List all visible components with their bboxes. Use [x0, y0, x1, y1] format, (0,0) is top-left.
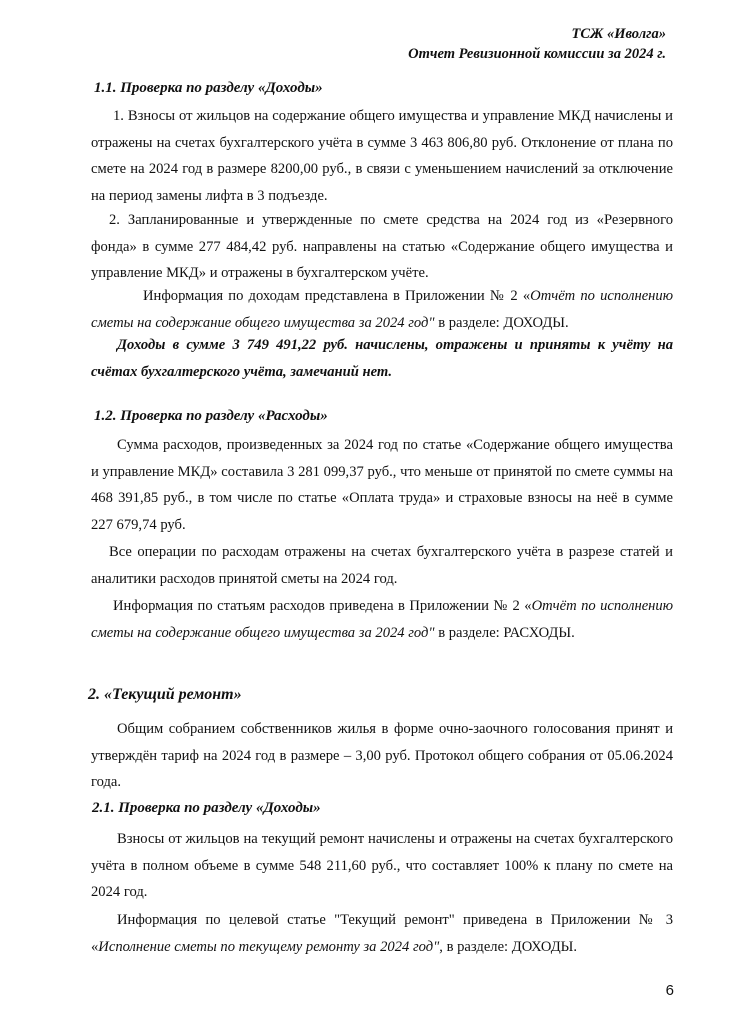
section-1-2-paragraph-3: Информация по статьям расходов приведена в Приложении № 2 «Отчёт по исполнению сметы на содержание общего имущества за 2024 год" в разделе: РАСХОДЫ. — [91, 598, 674, 641]
section-1-1-paragraph-1: 1. Взносы от жильцов на содержание общего имущества и управление МКД начислены и отражены на счетах бухгалтерского учёта в сумме 3 463 806,80 руб. Отклонение от плана по смете на 2024 год в размере 8200,00 руб., в связи с уменьшением начислений за отключение на период замены лифта в 3 подъезде. — [91, 108, 673, 204]
section-1-2-paragraph-1: Сумма расходов, произведенных за 2024 год по статье «Содержание общего имущества и управление МКД» составила 3 281 099,37 руб., что меньше от принятой по смете суммы на 468 391,85 руб., в том числе по статье «Оплата труда» и страховые взносы на неё в сумме 227 679,74 руб. — [91, 437, 673, 533]
section-1-1-conclusion: Доходы в сумме 3 749 491,22 руб. начислены, отражены и приняты к учёту на счётах бухгалтерского учёта, замечаний нет. — [91, 337, 673, 380]
section-2-1-paragraph-2: Информация по целевой статье "Текущий ремонт" приведена в Приложении № 3 «Исполнение сметы по текущему ремонту за 2024 год", в разделе: ДОХОДЫ. — [91, 912, 673, 955]
section-1-1-paragraph-2: 2. Запланированные и утвержденные по смете средства на 2024 год из «Резервного фонда» в сумме 277 484,42 руб. направлены на статью «Содержание общего имущества и управление МКД» и отражены в бухгалтерском учёте. — [91, 212, 673, 281]
header-org: ТСЖ «Иволга» — [571, 26, 666, 42]
section-1-1-paragraph-3: Информация по доходам представлена в Приложении № 2 «Отчёт по исполнению сметы на содержание общего имущества за 2024 год" в разделе: ДОХОДЫ. — [91, 288, 674, 331]
page-number: 6 — [665, 982, 674, 999]
header-report-title: Отчет Ревизионной комиссии за 2024 г. — [408, 46, 666, 62]
page-header — [408, 24, 666, 64]
section-1-2-title: 1.2. Проверка по разделу «Расходы» — [94, 408, 328, 424]
section-1-2-paragraph-2: Все операции по расходам отражены на счетах бухгалтерского учёта в разрезе статей и аналитики расходов принятой сметы на 2024 год. — [91, 544, 673, 587]
section-2-1-paragraph-1: Взносы от жильцов на текущий ремонт начислены и отражены на счетах бухгалтерского учёта в полном объеме в сумме 548 211,60 руб., что составляет 100% к плану по смете на 2024 год. — [91, 831, 673, 900]
section-2-1-title: 2.1. Проверка по разделу «Доходы» — [92, 800, 321, 816]
section-2-paragraph-1: Общим собранием собственников жилья в форме очно-заочного голосования принят и утверждён тариф на 2024 год в размере – 3,00 руб. Протокол общего собрания от 05.06.2024 года. — [91, 721, 673, 790]
section-1-1-title: 1.1. Проверка по разделу «Доходы» — [94, 80, 323, 96]
section-2-title: 2. «Текущий ремонт» — [88, 686, 242, 703]
